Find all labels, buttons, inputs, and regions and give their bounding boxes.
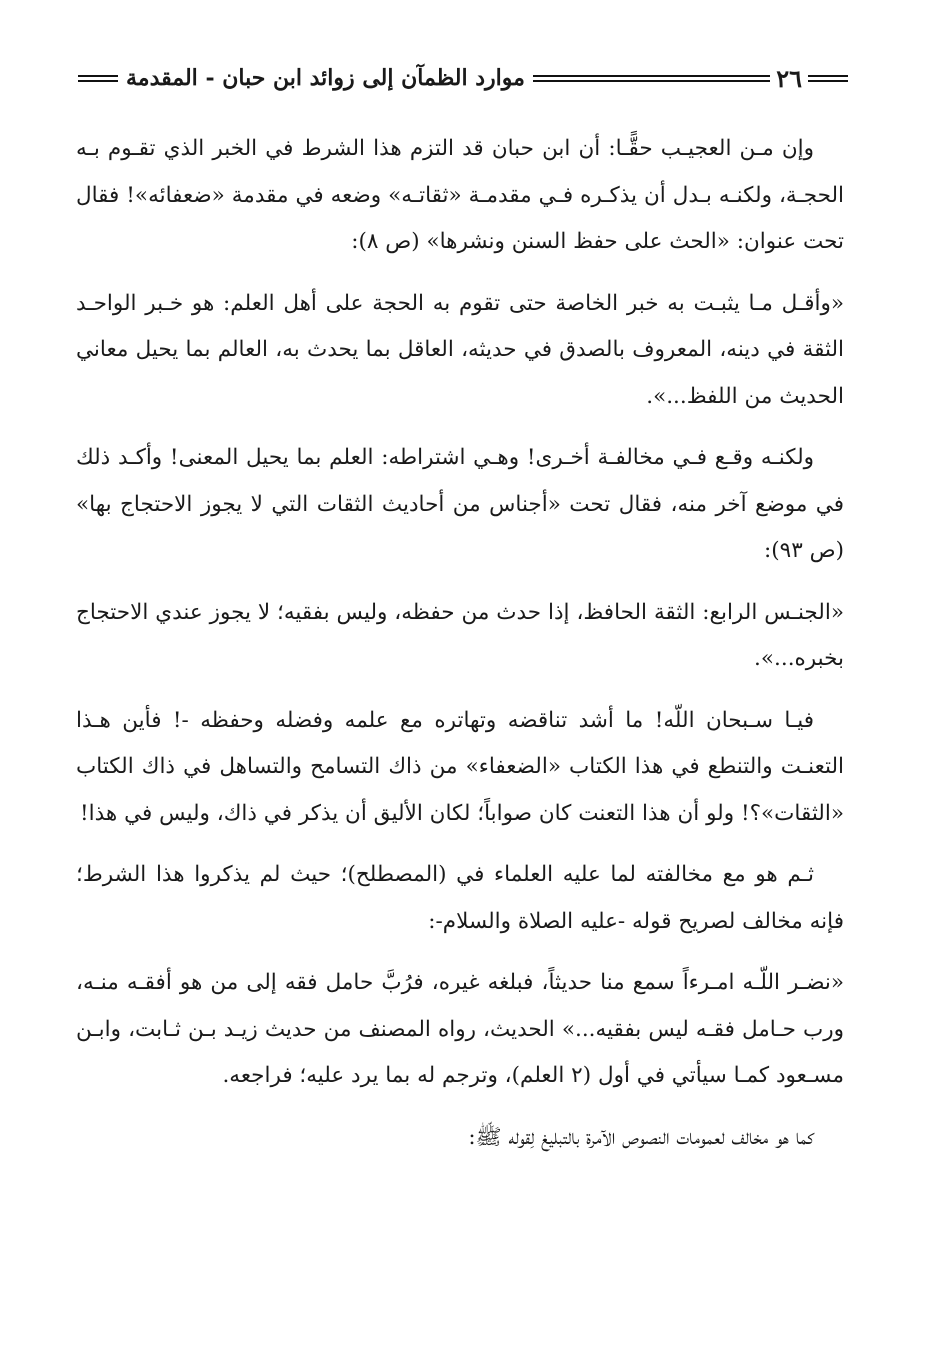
paragraph-exclamation: فيـا سـبحان اللّه! ما أشد تناقضه وتهاتره مع علمه وفضله وحفظه -! فأين هـذا التعنـت والتنطع في هذا الكتاب «الضعفاء» من ذاك التسامح والتساهل في ذاك الكتاب «الثقات»؟! ولو أن هذا التعنت كان صواباً؛ لكان الأليق أن يذكر في ذاك، وليس في هذا! [76, 707, 844, 826]
header-rule-right [808, 75, 848, 82]
body-text [76, 126, 844, 1176]
page-number: ٢٦ [776, 63, 802, 93]
paragraph-closing: كما هو مخالف لعمومات النصوص الآمرة بالتبليغ لِقوله ﷺ: [468, 1124, 814, 1150]
quote-paragraph: «وأقـل مـا يثبـت به خبر الخاصة حتى تقوم به الحجة على أهل العلم: هو خـبر الواحـد الثقة في دينه، المعروف بالصدق في حديثه، العاقل بما يحدث به، العالم بما يحيل معاني الحديث من اللفظ...». [76, 290, 844, 409]
hadith-quote-paragraph: «نضـر اللّـه امـرءاً سمع منا حديثاً، فبلغه غيره، فرُبَّ حامل فقه إلى من هو أفقـه منـه، ورب حـامل فقـه ليس بفقيه...» الحديث، رواه المصنف من حديث زيـد بـن ثـابت، وابـن مسـعود كمـا سيأتي في أول (٢ العلم)، وترجم له بما يرد عليه؛ فراجعه. [76, 970, 844, 1088]
paragraph-intro: وإن مـن العجيـب حقًّـا: أن ابن حبان قد التزم هذا الشرط في الخبر الذي تقـوم بـه الحجـة، ولكنـه بـدل أن يذكـره فـي مقدمـة «ثقاتـه» وضعه في مقدمة «ضعفائه»! فقال تحت عنوان: «الحث على حفظ السنن ونشرها» (ص ٨): [76, 136, 844, 254]
paragraph-mustalah: ثـم هو مع مخالفته لما عليه العلماء في (المصطلح)؛ حيث لم يذكروا هذا الشرط؛ فإنه مخالف لصريح قوله -عليه الصلاة والسلام-: [76, 862, 844, 934]
quote-paragraph: «الجنـس الرابع: الثقة الحافظ، إذا حدث من حفظه، وليس بفقيه؛ لا يجوز عندي الاحتجاج بخبره...». [76, 599, 844, 671]
paragraph-contradiction: ولكنـه وقـع فـي مخالفـة أخـرى! وهـي اشتراطه: العلم بما يحيل المعنى! وأكـد ذلك في موضع آخر منه، فقال تحت «أجناس من أحاديث الثقات التي لا يجوز الاحتجاج بها» (ص ٩٣): [76, 445, 844, 563]
running-title: موارد الظمآن إلى زوائد ابن حبان - المقدمة [126, 65, 525, 91]
header-rule-left [78, 75, 118, 82]
running-header [78, 58, 848, 98]
header-rule-middle [533, 75, 770, 82]
